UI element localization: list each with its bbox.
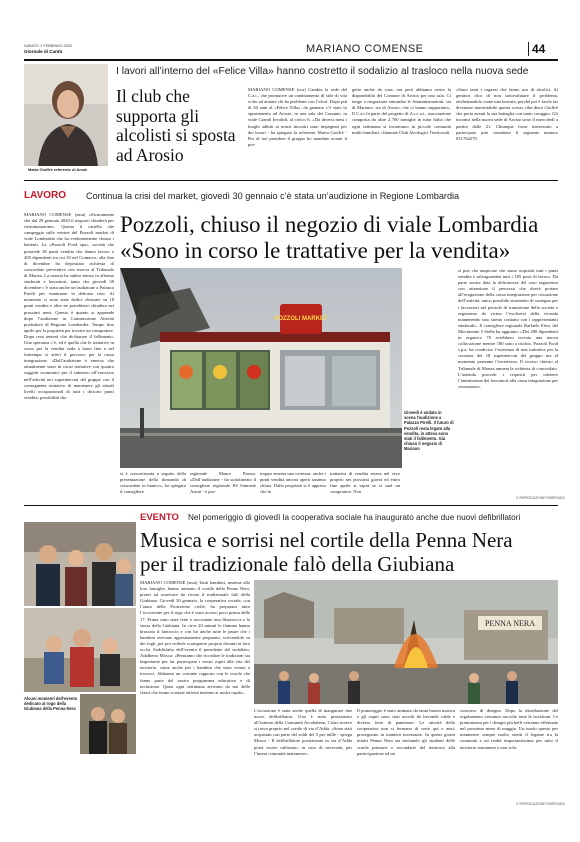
article3-col4: concorso di disegno. Dopo la distribuzione del regolamento verranno raccolte tutte le iscrizioni. Le premiazioni per i disegni più belli verranno effettuate nel prossimo mese di maggio. Un modo questo per mantenere sempre molto stretti il legame tra la comunità e un realtà importantissima per tutto il territorio marianese e non solo.	[460, 708, 559, 750]
article2-sidebar: MARIANO COMENSE (sma) «Sicuramente che dal 29 gennaio 2020 il negozio chiuderà per ristrutturazione». Questo il cartello che campeggia sulle vetrine del Pozzoli market di viale Lombardia che ha evidentemente chiuso i battenti. La «Pozzoli Food spa», società che possiede 18 punti vendita che danno lavoro a 200 dipendenti tra cui 10 nel Comasco, alla fine di dicembre ha depositato richiesta di concordato preventivo con riserva al Tribunale di Monza. La notizia ha subito messo in allarme sindacati e lavoratori, tanto che giovedì 30 dicembre c’è stata anche un’audizione a Palazzo Pirelli per esaminare la delicata crisi. Al momento ci sono state dodici chiusure su 18 punti vendita e altre ne potrebbero chiudere nei prossimi mesi. Questo è quanto si apprende dopo l’audizione in Commissione Attività produttive di Regione Lombardia. Tempo fino aprile per la proprietà per trovare un compratore. Dopo resa tenterà che dichiarare il fallimento. Una speranza c’è, ed è quella che le trattative in corso per la vendita vada a buon fine e nel frattempo si attivi il percorso per la cassa integrazione. «Dall’audizione è emerso che attualmente sono in corso trattative con quattro soggetti economici per il subentro all’esercizio nell’attività nei supermercati del gruppo con il conseguente tentativo di mantenere gli attuali livelli occupazionali di tutti i diciotto punti vendita; possibilità che	[24, 212, 114, 400]
article2-col-c: troppo emersa una certezza: anche i punti vendita ancora aperti saranno chiusi. Dalla proprietà si è appreso che la	[260, 471, 326, 495]
article1-kicker: I lavori all’interno del «Felice Villa» hanno costretto il sodalizio al trasloco nella nuova sede	[116, 66, 529, 77]
page-number-divider	[528, 42, 529, 56]
article1-bottom-rule	[24, 180, 558, 181]
article1-col3: «Sono tanti i ragazzi che fanno uso di alcolici. Ai genitori dico di non sottovalutare il problema, etichettandolo come una bravata, perché poi è facile far diventare inarrestabile questa scesa» riba-disce Gioffrè che porta avanti la sua battaglia con tanto coraggio. Gli incontri nella nuova sede di Arosio sono il mercoledì a partire dalle 21. Chiunque fosse interessato a partecipare può contattare il seguente numero 031764279.	[456, 87, 558, 141]
article2-col-a: si è concretizzata a seguito della presentazione della domanda di concordato in bianco», ha spiegato il consigliere	[120, 471, 186, 495]
article1-photo	[24, 64, 108, 166]
article2-headline-2: «Sono in corso le trattative per la vendita»	[120, 238, 511, 263]
article2-photo-caption: Giovedì è andata in scena l’audizione a Palazzo Pirelli. Il futuro di Pozzoli resta legato alla vendita, in attesa sono stati il fallimento. Già chiuso il negozio di Mariano	[404, 410, 454, 452]
penna-nera-banner: PENNA NERA	[484, 619, 536, 628]
article2-storefront-photo	[120, 268, 402, 468]
article1-photo-caption: Maria Gioffrè referente di Arcat	[28, 167, 87, 172]
article3-headline-2: per il tradizionale falò della Giubiana	[140, 552, 455, 576]
article1-col2: getto anche da casa, ora però abbiamo avuto la disponibilità del Comune di Arosio per una sala. Ci tengo a ringraziare entrambe le Amministrazioni, sia di Mariano, sia di Arosio, che ci hanno supportato». Il C.a.t fa parte del progetto di A.r.c.a.t., associazione composta da oltre 2.700 famiglie in tutta Italia che ogni settimana si incontrano in piccole comunità multi-familiari, chiamate Club Alcologici Territoriali.	[352, 87, 451, 135]
article2-bottom-rule	[24, 505, 558, 506]
article2-right-col: si può che auspicare che siano acquisiti tutti i punti vendita e salvaguardati tutti i 185 posti di lavoro. Da parte nostra data la delicatezza del caso seguiremo con attenzione il percorso che dovrà portare all’erogazione della cassa integrazione per cessazione dell’attività, unico possibile strumento di sostegno per i lavoratori nel periodo di transizione della società e seguiremo da vicino l’evolversi della vicenda mantenendo uno stretto contatto con i rappresentanti sindacali». Il consigliere regionale Raffaele Erba, del Movimento 5 Stelle ha aggiunto: «Dei 200 dipendenti in organico 70 avrebbero trovato una nuova collocazione mentre 180 sono a rischio. Pozzoli Food s.p.a. ha condiviso l’esistenza di una trattativa per la cessione dei 18 supermercati del gruppo ma al momento permane l’incertezza. Il ricorso chiesto al Tribunale di Monza amneta la richiesta di concordato. L’azienda procede i requisiti per ottenere l’ammissione dei lavoratori alla cassa integrazione per cessazione».	[458, 268, 559, 389]
article3-photo-people	[24, 522, 136, 606]
article3-photo-adults	[80, 694, 136, 754]
article3-bonfire-photo	[254, 580, 558, 704]
page-number: 44	[532, 42, 546, 56]
article3-kicker: Nel pomeriggio di giovedì la cooperativa sociale ha inaugurato anche due nuovi defibrillatori	[188, 513, 521, 522]
article3-credit: © RIPRODUZIONE RISERVATA	[516, 802, 565, 806]
article1-headline: Il club che supporta gli alcolisti si sposta ad Arosio	[116, 86, 236, 165]
article3-col3: Il pomeriggio è stato animato da tanta buona musica e gli ospiti sono stati accolti da bevande calde e diverse fette di panettone. Le attività della cooperativa non si fermano di certo qui e anzi, proseguono in maniera incessante. In questi giorni infatti Penna Nera sta invitando gli studenti delle scuole primarie e secondarie del territorio alla partecipazione ad un	[357, 708, 455, 756]
article3-photo-caption: Alcuni momenti dell’evento dedicato al rogo della Giubiana della Penna Nera	[24, 696, 78, 712]
masthead-rule	[24, 59, 558, 61]
article3-headline-1: Musica e sorrisi nel cortile della Penna Nera	[140, 528, 513, 552]
article2-section-tag: LAVORO	[24, 190, 67, 201]
article3-section-tag: EVENTO	[140, 512, 179, 523]
article2-headline-1: Pozzoli, chiuso il negozio di viale Lombardia	[120, 212, 539, 237]
article1-col1: MARIANO COMENSE (sca) Cambia la sede del C.a.t., che promuove un cambiamento di stile di vita volto ad aiutare chi ha problemi con l’alcol. Dopo più di 30 anni al «Felice Villa», da gennaio c’è stato lo spostamento ad Arosio, in una sala del Comune, in viale Grandi Invalidi, al civico 6. «Da diversi mesi i luoghi adibiti ai nostri incontri sono impegnati per dei lavori - ha spiegato la referente, Maria Gioffrè - Per di noi prendere il gruppo ho mandato avanti il pro-	[248, 87, 347, 147]
article2-col-b: regionale Mauro Piazza. «Dall’audizione - ha sottolineato il consigliere regionale Pd Samuele Astuti - è pur-	[190, 471, 256, 495]
masthead-date: SABATO 1 FEBBRAIO 2020	[24, 44, 72, 48]
article2-col-d: trattativa di vendita estesa nel vivo proprio nei prossimi giorni ed entro fine aprile si saprà se ci sarà un compratore. Non	[330, 471, 400, 495]
article2-credit: © RIPRODUZIONE RISERVATA	[516, 496, 565, 500]
article3-photo-children	[24, 608, 136, 692]
section-title: MARIANO COMENSE	[306, 43, 424, 55]
store-sign-text: POZZOLI MARKET	[274, 316, 328, 322]
article2-kicker: Continua la crisi del market, giovedì 30 gennaio c’è stata un’audizione in Regione Lombardia	[86, 191, 460, 201]
masthead-paper: Giornale di Cantù	[24, 49, 63, 54]
article3-col1: MARIANO COMENSE (sma) Tanti bambini, insieme alle loro famiglie, hanno animato il cortile della Penna Nera, pronti ad osservare da vicino il tradizionale falò della Giubiana. Giovedì 30 gennaio, la cooperativa sociale, con l’aiuto della Protezione civile, ha preparato tutto l’occorrente per il rogo che è stato acceso poco prima delle 17. Prima sono state lette e raccontate una filastrocca e la storia della Giubiana. In circa 20 minuti le fiamme hanno bruciato il fantoccio e con lui anche tutte le paure che i bambini avevano appositamente preparato, scrivendole su dei fogli, per poi vederle scomparire proprio davanti ai loro occhi. Soddisfatto dell’evento il presidente del sodalizio, Adalberto Mosca: «Pensiamo che ricordare le tradizioni sia importante per far partecipare i nostri ospiti alla vita del territorio, come anche per i bambini che sono venuti a trovarci. Abbiamo un costante rapporto con le scuole che fanno parte del nostro programma educativo e di inclusione. Quasi ogni settimana arrivano da noi delle classi che fanno svariate attività insieme ai nostri ospiti».	[140, 580, 250, 695]
article3-col2: L’occasione è stata anche quella di inaugurare due nuovi defibrillatori. Uno è stato posizionato all’interno della Comunità Arcobaleno, l’altro invece si trova proprio nel cortile di via d’Adda. «Sono stati acquistati con parte del soldi del 5 per mille - spiega Mosca - Il defibrillatore posizionato in via d’Adda potrà essere utilizzato, in caso di necessità, per l’intera comunità marianese».	[254, 708, 352, 756]
